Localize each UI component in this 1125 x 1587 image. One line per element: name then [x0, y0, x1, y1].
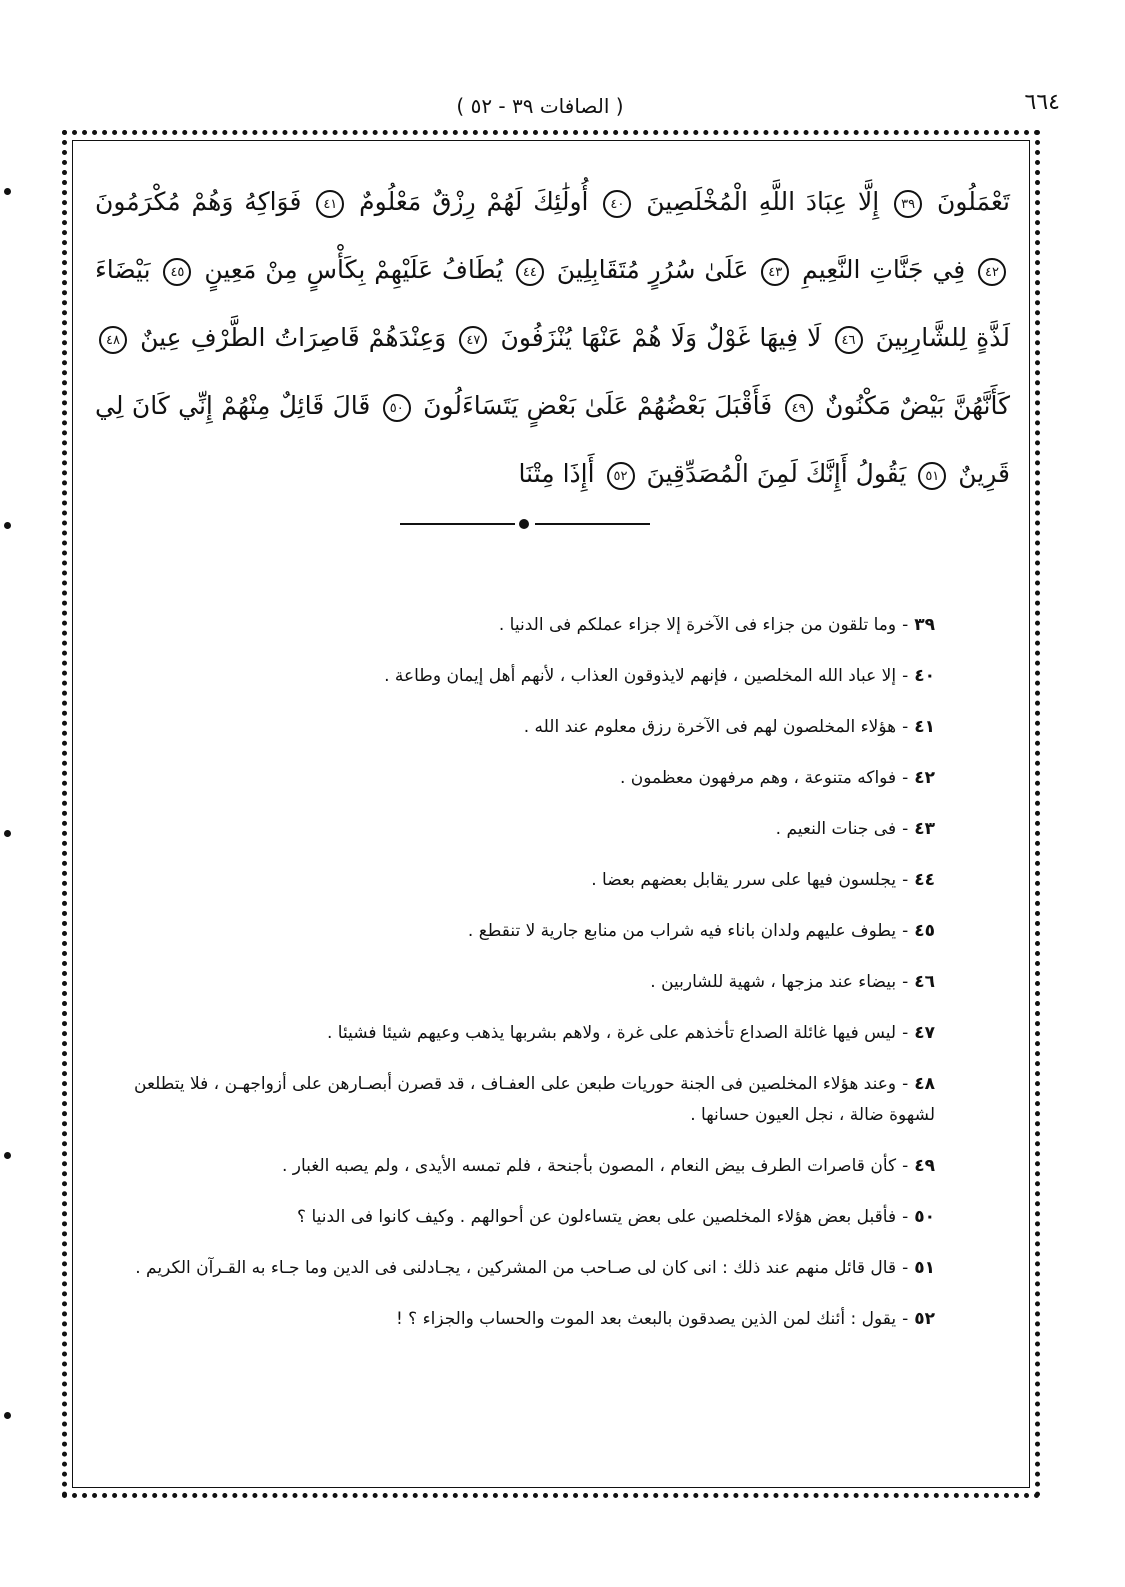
note-text: يجلسون فيها على سرر يقابل بعضهم بعضا .: [591, 870, 897, 890]
verse-text: وَعِنْدَهُمْ قَاصِرَاتُ الطَّرْفِ عِينٌ: [140, 323, 447, 352]
note-number: ٤١: [914, 717, 935, 737]
verse-text: كَأَنَّهُنَّ بَيْضٌ مَكْنُونٌ: [825, 391, 1010, 420]
separator-dot: [519, 519, 529, 529]
separator-line-right: [535, 523, 650, 525]
page-number: ٦٦٤: [1024, 90, 1060, 115]
note-dash: -: [902, 768, 909, 788]
verse-text: فَأَقْبَلَ بَعْضُهُمْ عَلَىٰ بَعْضٍ يَتَسَاءَلُونَ: [423, 391, 773, 420]
verse-text: بَيْضَاءَ لَذَّةٍ لِلشَّارِبِينَ: [95, 255, 1010, 352]
commentary-note: [95, 1304, 935, 1335]
note-text: هؤلاء المخلصون لهم فى الآخرة رزق معلوم عند الله .: [523, 717, 897, 737]
ayah-number-marker: ٤٠: [603, 190, 631, 218]
ayah-number-marker: ٤٥: [163, 258, 191, 286]
verse-text: إِلَّا عِبَادَ اللَّهِ الْمُخْلَصِينَ: [646, 187, 880, 216]
note-dash: -: [902, 1023, 909, 1043]
verse-text: يَقُولُ أَإِنَّكَ لَمِنَ الْمُصَدِّقِينَ: [646, 459, 907, 488]
note-number: ٥٢: [914, 1309, 935, 1329]
ayah-number-marker: ٤٨: [99, 326, 127, 354]
note-dash: -: [902, 615, 909, 635]
margin-mark: [4, 188, 11, 195]
note-dash: -: [902, 1309, 909, 1329]
note-dash: -: [902, 1074, 909, 1094]
commentary-note: [95, 610, 935, 641]
ayah-number-marker: ٣٩: [894, 190, 922, 218]
commentary-note: [95, 1069, 935, 1131]
note-text: فأقبل بعض هؤلاء المخلصين على بعض يتساءلون عن أحوالهم . وكيف كانوا فى الدنيا ؟: [297, 1207, 897, 1227]
note-dash: -: [902, 1156, 909, 1176]
commentary-note: [95, 1253, 935, 1284]
note-dash: -: [902, 717, 909, 737]
note-number: ٤٨: [914, 1074, 935, 1094]
surah-range-header: ( الصافات ٣٩ - ٥٢ ): [456, 94, 624, 118]
ayah-number-marker: ٤٢: [978, 258, 1006, 286]
note-number: ٤٢: [914, 768, 935, 788]
note-number: ٤٦: [914, 972, 935, 992]
note-number: ٥٠: [914, 1207, 935, 1227]
ayah-number-marker: ٤٩: [785, 394, 813, 422]
commentary-note: [95, 865, 935, 896]
commentary-note: [95, 814, 935, 845]
note-number: ٤٣: [914, 819, 935, 839]
ayah-number-marker: ٤١: [316, 190, 344, 218]
note-text: يطوف عليهم ولدان باناء فيه شراب من منابع جارية لا تنقطع .: [467, 921, 897, 941]
note-number: ٤٤: [914, 870, 935, 890]
note-text: إلا عباد الله المخلصين ، فإنهم لايذوقون العذاب ، لأنهم أهل إيمان وطاعة .: [384, 666, 897, 686]
note-dash: -: [902, 1258, 909, 1278]
note-text: كأن قاصرات الطرف بيض النعام ، المصون بأجنحة ، فلم تمسه الأيدى ، ولم يصبه الغبار .: [281, 1156, 897, 1176]
note-dash: -: [902, 870, 909, 890]
commentary-note: [95, 1151, 935, 1182]
commentary-note: [95, 1202, 935, 1233]
verse-text: يُطَافُ عَلَيْهِمْ بِكَأْسٍ مِنْ مَعِينٍ: [204, 255, 504, 284]
verse-text: عَلَىٰ سُرُرٍ مُتَقَابِلِينَ: [556, 255, 749, 284]
note-text: وما تلقون من جزاء فى الآخرة إلا جزاء عملكم فى الدنيا .: [498, 615, 897, 635]
margin-mark: [4, 830, 11, 837]
note-number: ٣٩: [914, 615, 935, 635]
note-text: ليس فيها غائلة الصداع تأخذهم على غرة ، ولاهم بشربها يذهب وعيهم شيئا فشيئا .: [327, 1023, 897, 1043]
note-number: ٤٥: [914, 921, 935, 941]
note-number: ٤٠: [914, 666, 935, 686]
note-number: ٤٧: [914, 1023, 935, 1043]
verse-text: تَعْمَلُونَ: [936, 187, 1010, 216]
commentary-note: [95, 967, 935, 998]
note-number: ٥١: [914, 1258, 935, 1278]
verse-text: لَا فِيهَا غَوْلٌ وَلَا هُمْ عَنْهَا يُنْزَفُونَ: [500, 323, 822, 352]
margin-mark: [4, 522, 11, 529]
ayah-number-marker: ٥٢: [607, 462, 635, 490]
commentary-note: [95, 661, 935, 692]
verse-text: فَوَاكِهُ وَهُمْ مُكْرَمُونَ: [95, 187, 302, 216]
commentary-note: [95, 1018, 935, 1049]
verse-text: أَإِذَا مِتْنَا: [518, 459, 595, 488]
ayah-number-marker: ٥١: [918, 462, 946, 490]
note-dash: -: [902, 666, 909, 686]
separator-line-left: [400, 523, 515, 525]
commentary-note: [95, 916, 935, 947]
verse-text: قَالَ قَائِلٌ مِنْهُمْ إِنِّي كَانَ لِي قَرِينٌ: [95, 391, 1010, 488]
quran-verses: [95, 168, 1010, 508]
margin-mark: [4, 1152, 11, 1159]
section-separator: [400, 516, 650, 532]
note-number: ٤٩: [914, 1156, 935, 1176]
note-text: فواكه متنوعة ، وهم مرفهون معظمون .: [619, 768, 897, 788]
verse-text: أُولَٰئِكَ لَهُمْ رِزْقٌ مَعْلُومٌ: [359, 187, 589, 216]
ayah-number-marker: ٥٠: [383, 394, 411, 422]
note-text: وعند هؤلاء المخلصين فى الجنة حوريات طبعن على العفـاف ، قد قصرن أبصـارهن على أزواجهـن ، فلا يتطلعن لشهوة ضالة ، نجل العيون حسانها .: [134, 1074, 935, 1125]
note-dash: -: [902, 819, 909, 839]
ayah-number-marker: ٤٧: [459, 326, 487, 354]
ayah-number-marker: ٤٤: [516, 258, 544, 286]
note-dash: -: [902, 921, 909, 941]
note-dash: -: [902, 972, 909, 992]
note-text: قال قائل منهم عند ذلك : انى كان لى صـاحب من المشركين ، يجـادلنى فى الدين وما جـاء به القـرآن الكريم .: [135, 1258, 897, 1278]
tafsir-commentary: [95, 610, 935, 1355]
note-text: بيضاء عند مزجها ، شهية للشاربين .: [650, 972, 897, 992]
note-text: فى جنات النعيم .: [775, 819, 897, 839]
note-dash: -: [902, 1207, 909, 1227]
margin-mark: [4, 1412, 11, 1419]
commentary-note: [95, 712, 935, 743]
verse-text: فِي جَنَّاتِ النَّعِيمِ: [802, 255, 966, 284]
note-text: يقول : أئنك لمن الذين يصدقون بالبعث بعد الموت والحساب والجزاء ؟ !: [395, 1309, 897, 1329]
ayah-number-marker: ٤٦: [835, 326, 863, 354]
commentary-note: [95, 763, 935, 794]
ayah-number-marker: ٤٣: [761, 258, 789, 286]
